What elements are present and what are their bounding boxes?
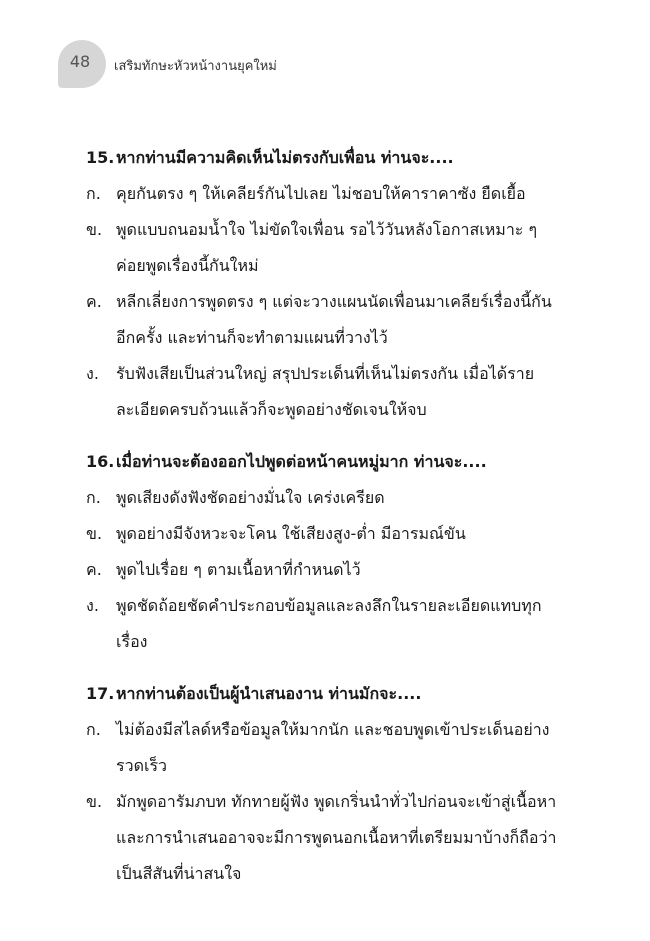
option-text: พูดชัดถ้อยชัดคำประกอบข้อมูลและลงลึกในรายละเอียดแทบทุกเรื่อง — [116, 596, 542, 651]
option-15-d — [86, 356, 566, 428]
option-text: คุยกันตรง ๆ ให้เคลียร์กันไปเลย ไม่ชอบให้คาราคาซัง ยืดเยื้อ — [116, 184, 526, 203]
option-text: ไม่ต้องมีสไลด์หรือข้อมูลให้มากนัก และชอบพูดเข้าประเด็นอย่างรวดเร็ว — [116, 720, 550, 775]
option-text: พูดอย่างมีจังหวะจะโคน ใช้เสียงสูง-ต่ำ มีอารมณ์ขัน — [116, 524, 466, 543]
option-text: พูดไปเรื่อย ๆ ตามเนื้อหาที่กำหนดไว้ — [116, 560, 361, 579]
question-15 — [86, 140, 566, 176]
running-title: เสริมทักษะหัวหน้างานยุคใหม่ — [114, 59, 277, 74]
page-header — [0, 0, 650, 110]
option-text: พูดเสียงดังฟังชัดอย่างมั่นใจ เคร่งเครียด — [116, 488, 385, 507]
option-15-b — [86, 212, 566, 284]
question-number: 16. — [86, 452, 115, 471]
option-letter: ข. — [86, 524, 103, 543]
option-text: มักพูดอารัมภบท ทักทายผู้ฟัง พูดเกริ่นนำทั่วไปก่อนจะเข้าสู่เนื้อหา และการนำเสนออาจจะมีการพูดนอกเนื้อหาที่เตรียมมาบ้างก็ถือว่าเป็นสีสันที่น่าสนใจ — [116, 792, 557, 883]
option-letter: ก. — [86, 184, 101, 203]
option-16-c — [86, 552, 566, 588]
option-16-d — [86, 588, 566, 660]
option-letter: ก. — [86, 720, 101, 739]
option-text: รับฟังเสียเป็นส่วนใหญ่ สรุปประเด็นที่เห็นไม่ตรงกัน เมื่อได้รายละเอียดครบถ้วนแล้วก็จะพูดอย่างชัดเจนให้จบ — [116, 364, 535, 419]
option-letter: ง. — [86, 364, 99, 383]
question-text: เมื่อท่านจะต้องออกไปพูดต่อหน้าคนหมู่มาก ท่านจะ.... — [116, 452, 487, 471]
question-17 — [86, 676, 566, 712]
question-number: 15. — [86, 148, 115, 167]
option-letter: ก. — [86, 488, 101, 507]
option-17-a — [86, 712, 566, 784]
option-letter: ข. — [86, 220, 103, 239]
option-letter: ง. — [86, 596, 99, 615]
option-letter: ค. — [86, 560, 102, 579]
option-letter: ข. — [86, 792, 103, 811]
option-text: พูดแบบถนอมน้ำใจ ไม่ขัดใจเพื่อน รอไว้วันหลังโอกาสเหมาะ ๆ ค่อยพูดเรื่องนี้กันใหม่ — [116, 220, 538, 275]
option-15-a — [86, 176, 566, 212]
option-text: หลีกเลี่ยงการพูดตรง ๆ แต่จะวางแผนนัดเพื่อนมาเคลียร์เรื่องนี้กันอีกครั้ง และท่านก็จะทำตามแผนที่วางไว้ — [116, 292, 552, 347]
questionnaire — [86, 140, 566, 892]
option-16-a — [86, 480, 566, 516]
question-16 — [86, 444, 566, 480]
option-16-b — [86, 516, 566, 552]
option-letter: ค. — [86, 292, 102, 311]
page-number: 48 — [69, 52, 91, 71]
question-text: หากท่านต้องเป็นผู้นำเสนองาน ท่านมักจะ.... — [116, 684, 422, 703]
option-15-c — [86, 284, 566, 356]
option-17-b — [86, 784, 566, 892]
question-text: หากท่านมีความคิดเห็นไม่ตรงกับเพื่อน ท่านจะ.... — [116, 148, 454, 167]
question-number: 17. — [86, 684, 115, 703]
